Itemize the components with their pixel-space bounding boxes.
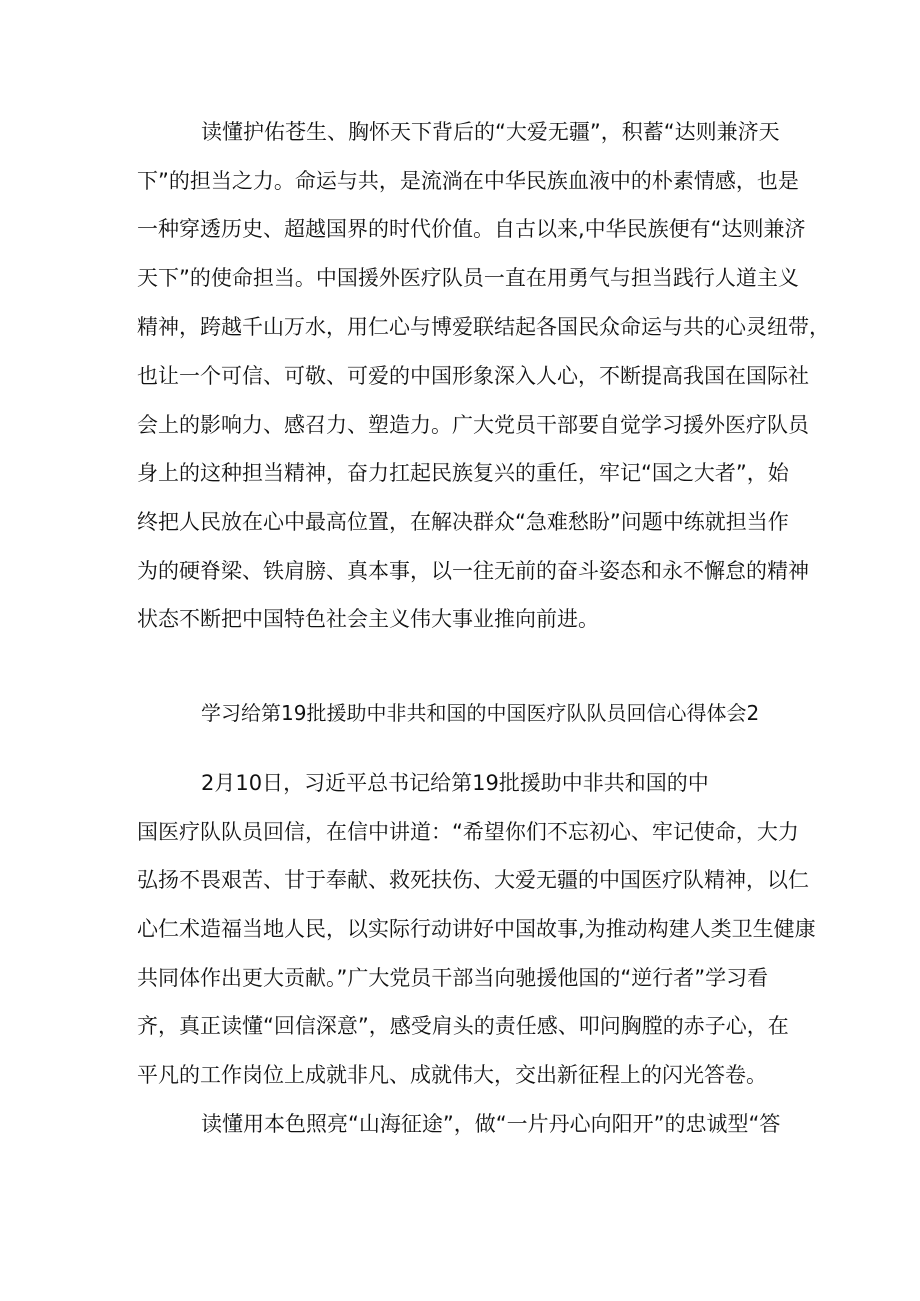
paragraph-line: 心仁术造福当地人民，以实际行动讲好中国故事,为推动构建人类卫生健康: [137, 917, 816, 941]
paragraph-line: 精神，跨越千山万水，用仁心与博爱联结起各国民众命运与共的心灵纽带，: [137, 315, 830, 339]
paragraph-line: 天下”的使命担当。中国援外医疗队员一直在用勇气与担当践行人道主义: [137, 266, 799, 290]
paragraph-line: 读懂护佑苍生、胸怀天下背后的“大爱无疆”，积蓄“达则兼济天: [201, 120, 780, 144]
paragraph-line: 为的硬脊梁、铁肩膀、真本事，以一往无前的奋斗姿态和永不懈怠的精神: [137, 559, 809, 583]
paragraph-line: 2月10日，习近平总书记给第19批援助中非共和国的中: [201, 771, 709, 795]
paragraph-line: 身上的这种担当精神，奋力扛起民族复兴的重任，牢记“国之大者”，始: [137, 461, 789, 485]
paragraph-line: 会上的影响力、感召力、塑造力。广大党员干部要自觉学习援外医疗队员: [137, 413, 809, 437]
paragraph-line: 终把人民放在心中最高位置，在解决群众“急难愁盼”问题中练就担当作: [137, 510, 789, 534]
paragraph-line: 一种穿透历史、超越国界的时代价值。自古以来,中华民族便有“达则兼济: [137, 217, 806, 241]
section-heading: 学习给第19批援助中非共和国的中国医疗队队员回信心得体会2: [201, 701, 760, 725]
paragraph-line: 平凡的工作岗位上成就非凡、成就伟大，交出新征程上的闪光答卷。: [137, 1063, 767, 1087]
paragraph-line: 状态不断把中国特色社会主义伟大事业推向前进。: [137, 607, 599, 631]
paragraph-line: 弘扬不畏艰苦、甘于奉献、救死扶伤、大爱无疆的中国医疗队精神，以仁: [137, 868, 809, 892]
paragraph-line: 下”的担当之力。命运与共，是流淌在中华民族血液中的朴素情感，也是: [137, 169, 799, 193]
paragraph-line: 齐，真正读懂“回信深意”，感受肩头的责任感、叩问胸膛的赤子心，在: [137, 1014, 789, 1038]
paragraph-line: 国医疗队队员回信，在信中讲道：“希望你们不忘初心、牢记使命，大力: [137, 820, 799, 844]
paragraph-line: 也让一个可信、可敬、可爱的中国形象深入人心，不断提高我国在国际社: [137, 364, 809, 388]
paragraph-line: 读懂用本色照亮“山海征途”，做“一片丹心向阳开”的忠诚型“答: [201, 1112, 781, 1136]
paragraph-line: 共同体作出更大贡献。”广大党员干部当向驰援他国的“逆行者”学习看: [137, 966, 769, 990]
